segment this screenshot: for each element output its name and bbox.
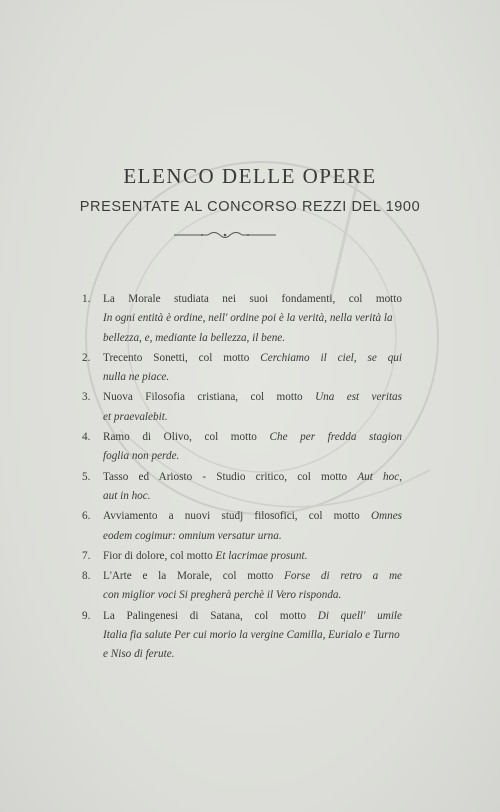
entry-title: Ramo di Olivo, col motto: [103, 431, 257, 444]
entry-motto-continuation: aut in hoc.: [103, 489, 151, 502]
entry-motto: Che per fredda stagion: [269, 431, 402, 444]
entry-motto-continuation: eodem cogimur: omnium versatur urna.: [103, 529, 282, 542]
entry-number: 2.: [82, 351, 91, 364]
entry-title: Nuova Filosofia cristiana, col motto: [103, 391, 303, 404]
watermark-stroke: [330, 170, 360, 300]
entry-title: Avviamento a nuovi studj filosofici, col motto: [103, 510, 360, 523]
ornament-divider: [172, 228, 278, 242]
entry-number: 5.: [82, 470, 91, 483]
entry-motto: Omnes: [370, 510, 403, 523]
works-list: [82, 290, 402, 666]
entry-number: 4.: [82, 431, 91, 444]
entry-title: La Morale studiata nei suoi fondamenti, col motto: [103, 293, 402, 305]
entry-motto: Forse di retro a me: [284, 570, 402, 583]
entry-title: L'Arte e la Morale, col motto: [103, 570, 274, 583]
entry-number: 3.: [82, 391, 91, 404]
entry-number: 7.: [82, 549, 91, 562]
list-item: [82, 388, 402, 427]
list-item: [82, 349, 402, 388]
entry-motto-continuation: foglia non perde.: [103, 450, 180, 463]
entry-motto: Di quell' umile: [317, 609, 402, 622]
entry-number: 8.: [82, 570, 91, 583]
entry-title: La Palingenesi di Satana, col motto: [103, 609, 307, 622]
list-item: [82, 547, 402, 566]
entry-motto: Et lacrimae prosunt.: [215, 549, 308, 562]
entry-motto-continuation: con miglior voci Si pregherà perchè il Vero risponda.: [103, 589, 342, 602]
entry-title: Fior di dolore, col motto: [103, 549, 213, 562]
list-item: [82, 507, 402, 546]
list-item: [82, 290, 402, 348]
entry-title: Trecento Sonetti, col motto: [103, 351, 250, 364]
entry-motto-continuation: In ogni entità è ordine, nell' ordine poi è la verità, nella verità la bellezza, e, mediante la bellezza, il bene.: [103, 312, 393, 344]
entry-motto-continuation: Italia fia salute Per cui morio la vergine Camilla, Eurialo e Turno e Niso di ferute.: [103, 629, 400, 661]
list-item: [82, 428, 402, 467]
entry-number: 9.: [82, 609, 91, 622]
entry-motto-continuation: et praevalebit.: [103, 410, 168, 423]
list-item: [82, 567, 402, 606]
entry-motto-continuation: nulla ne piace.: [103, 371, 170, 384]
entry-number: 6.: [82, 510, 91, 523]
entry-number: 1.: [82, 293, 91, 305]
entry-motto: Una est veritas: [315, 391, 402, 404]
entry-motto: Aut hoc,: [357, 470, 402, 483]
page-subtitle: PRESENTATE AL CONCORSO REZZI DEL 1900: [79, 199, 421, 215]
entry-motto: Cerchiamo il ciel, se qui: [260, 351, 402, 364]
list-item: [82, 468, 402, 507]
page-title: ELENCO DELLE OPERE: [123, 164, 377, 188]
entry-title: Tasso ed Ariosto - Studio critico, col motto: [103, 470, 348, 483]
list-item: [82, 607, 402, 665]
